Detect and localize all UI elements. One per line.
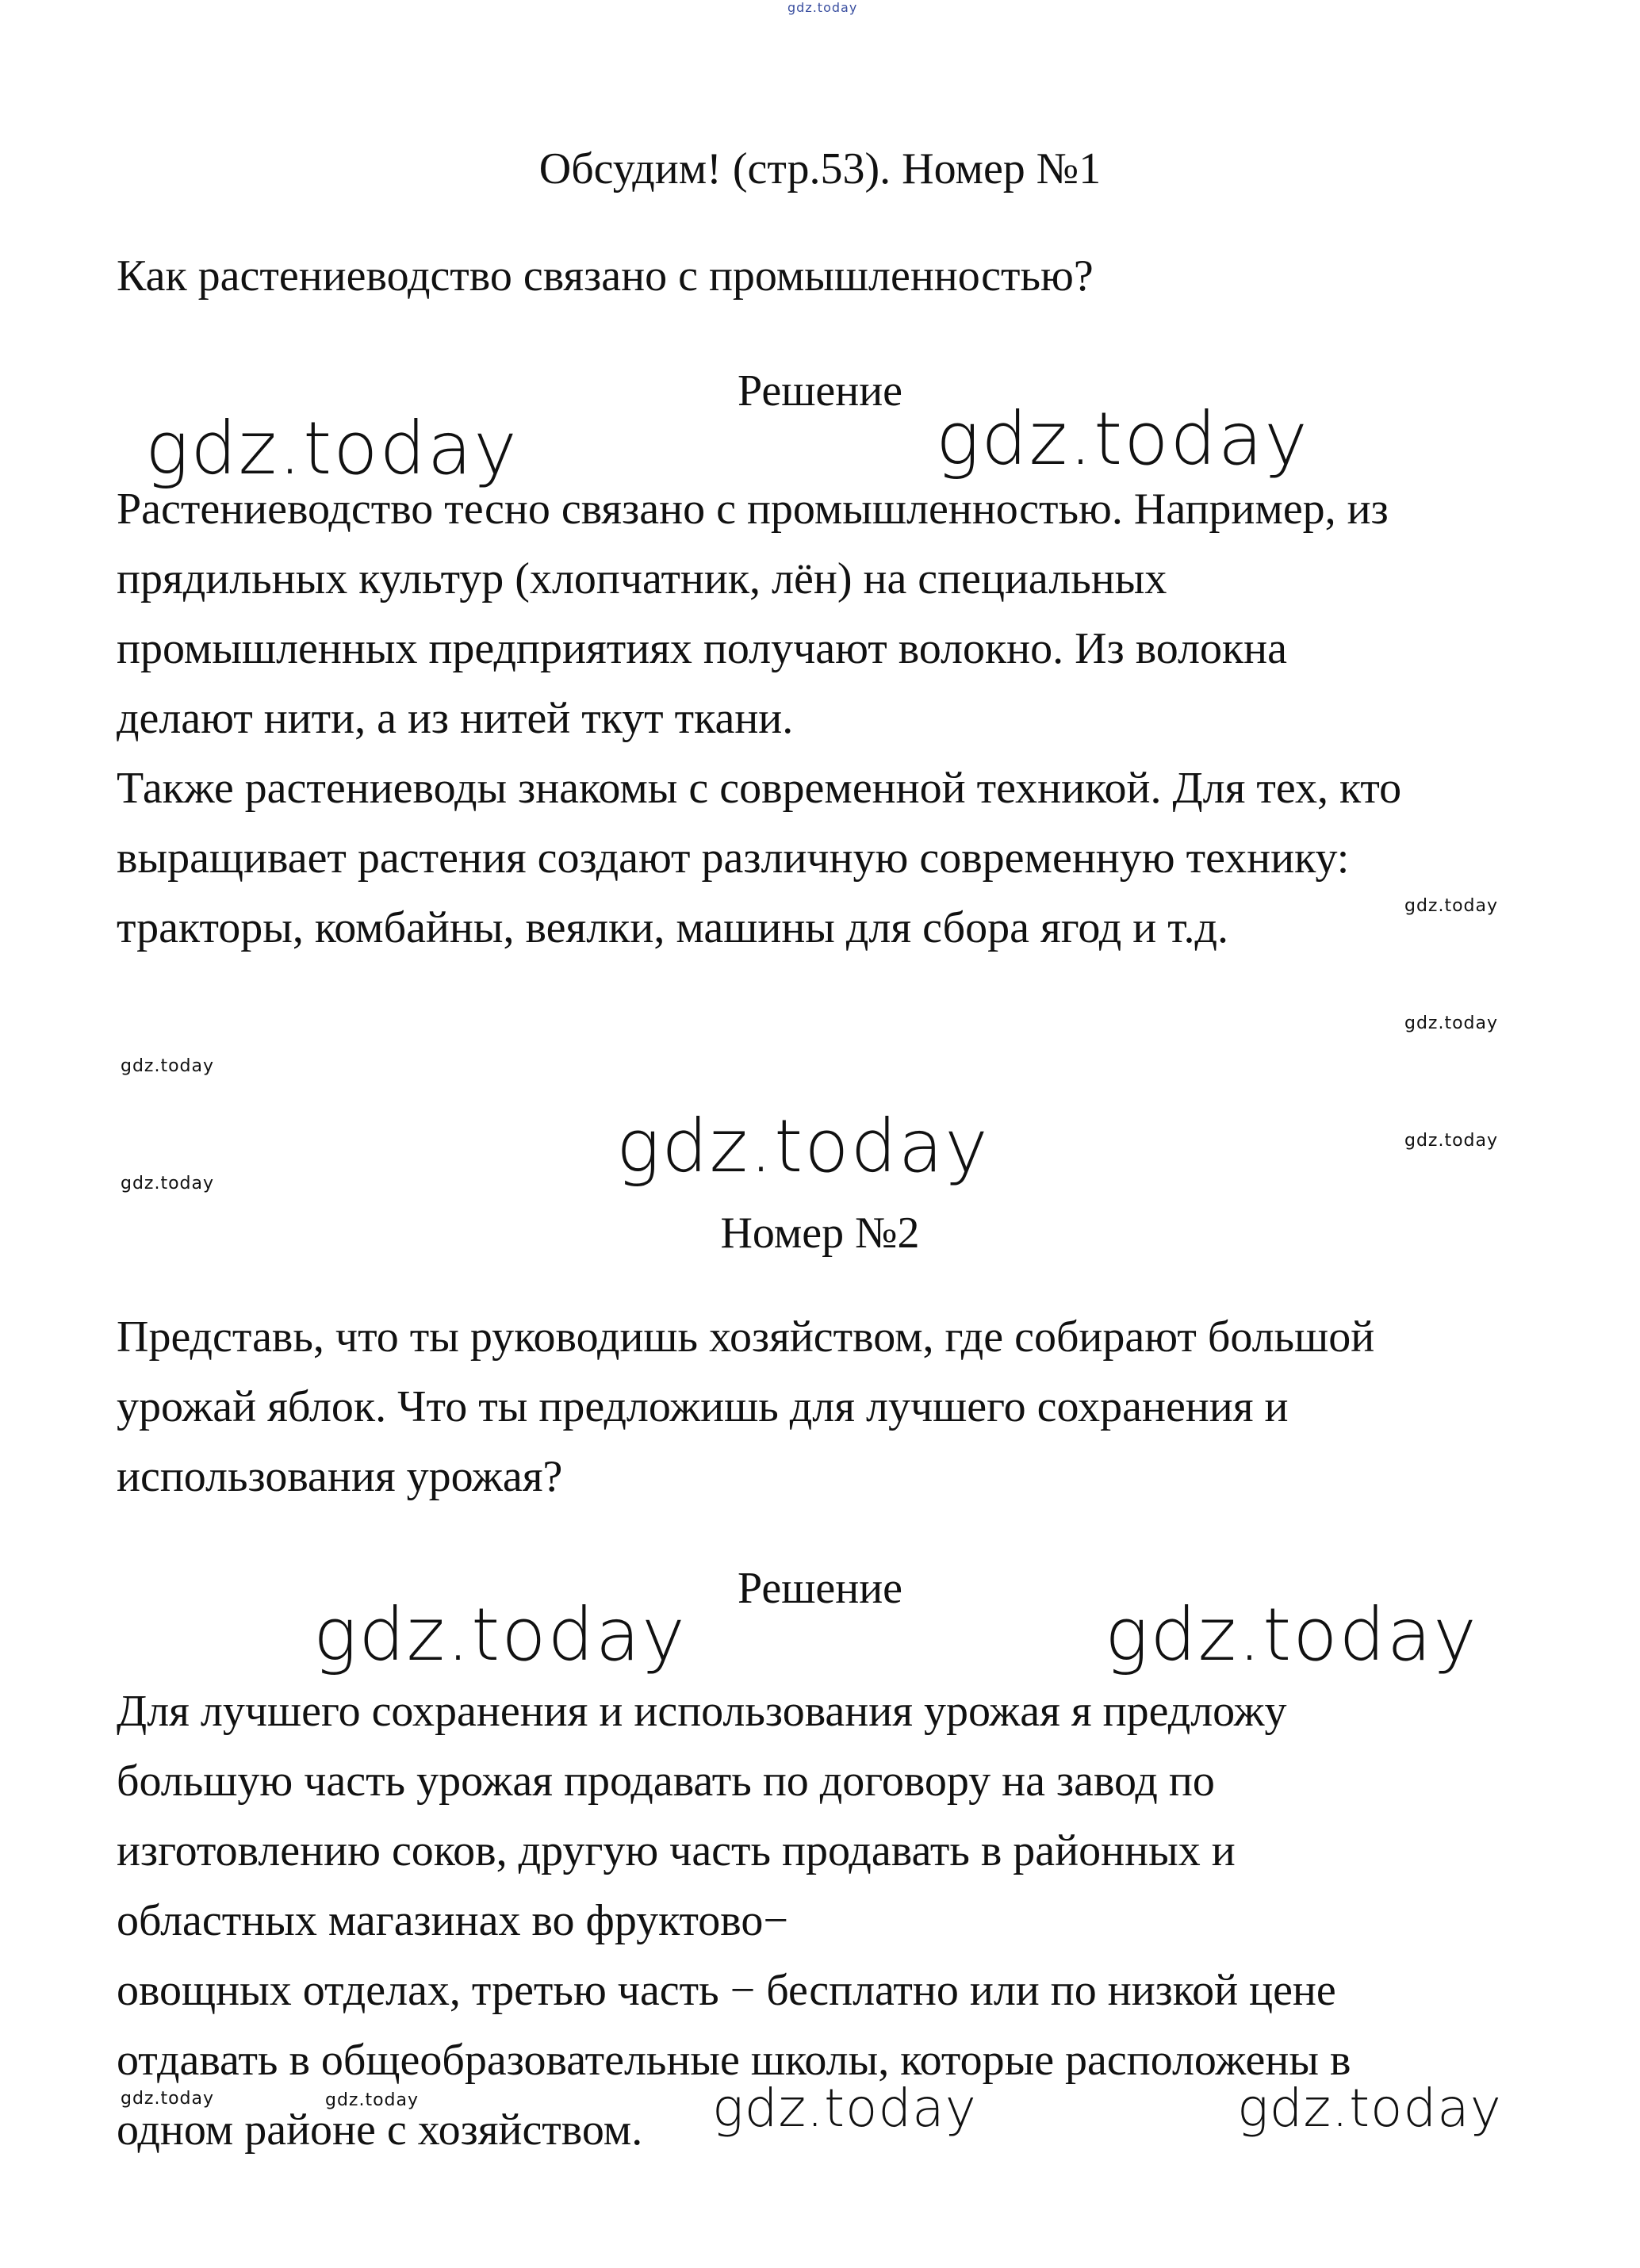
task2-answer-line: областных магазинах во фруктово−: [117, 1896, 788, 1945]
watermark-large: gdz.today: [1105, 1592, 1478, 1677]
task1-solution-label: Решение: [737, 366, 903, 416]
task1-answer-line: промышленных предприятиях получают волокно. Из волокна: [117, 624, 1287, 673]
header-watermark: gdz.today: [787, 0, 858, 15]
task1-answer-line: прядильных культур (хлопчатник, лён) на специальных: [117, 554, 1167, 603]
task1-answer-line: тракторы, комбайны, веялки, машины для сбора ягод и т.д.: [117, 903, 1228, 952]
watermark-large: gdz.today: [145, 406, 519, 491]
watermark-large: gdz.today: [936, 397, 1309, 481]
watermark-small: gdz.today: [121, 1174, 215, 1193]
task2-question: [117, 1302, 1544, 1511]
watermark-small: gdz.today: [1404, 1131, 1499, 1151]
task1-title: Обсудим! (стр.53). Номер №1: [538, 144, 1102, 193]
task1-answer-line: Растениеводство тесно связано с промышленностью. Например, из: [117, 485, 1389, 534]
task1-answer-line: Также растениеводы знакомы с современной техникой. Для тех, кто: [117, 764, 1402, 813]
task1-answer: [117, 474, 1544, 963]
task2-answer-line: изготовлению соков, другую часть продавать в районных и: [117, 1826, 1236, 1875]
task1-question: Как растениеводство связано с промышленностью?: [117, 251, 1094, 301]
task2-answer-line: овощных отделах, третью часть − бесплатно или по низкой цене: [117, 1966, 1336, 2015]
task1-answer-line: выращивает растения создают различную современную технику:: [117, 833, 1350, 883]
watermark-medium: gdz.today: [712, 2078, 977, 2139]
watermark-medium: gdz.today: [1237, 2078, 1502, 2139]
watermark-small: gdz.today: [1404, 1013, 1499, 1033]
task2-answer-line: одном районе с хозяйством.: [117, 2105, 643, 2155]
task2-answer-line: Для лучшего сохранения и использования урожая я предложу: [117, 1687, 1287, 1736]
task1-answer-line: делают нити, а из нитей ткут ткани.: [117, 694, 794, 743]
watermark-small: gdz.today: [121, 1056, 215, 1076]
task2-question-line: урожай яблок. Что ты предложишь для лучшего сохранения и: [117, 1382, 1289, 1431]
task2-solution-label: Решение: [737, 1564, 903, 1613]
watermark-small: gdz.today: [121, 2089, 215, 2109]
task2-title: Номер №2: [720, 1209, 920, 1258]
watermark-small: gdz.today: [325, 2090, 420, 2110]
task2-question-line: Представь, что ты руководишь хозяйством, где собирают большой: [117, 1312, 1375, 1362]
watermark-small: gdz.today: [1404, 896, 1499, 916]
task2-answer-line: отдавать в общеобразовательные школы, которые расположены в: [117, 2036, 1351, 2085]
watermark-large: gdz.today: [313, 1592, 687, 1677]
task2-answer-line: большую часть урожая продавать по договору на завод по: [117, 1757, 1215, 1806]
watermark-large: gdz.today: [616, 1104, 990, 1189]
task2-question-line: использования урожая?: [117, 1452, 563, 1501]
